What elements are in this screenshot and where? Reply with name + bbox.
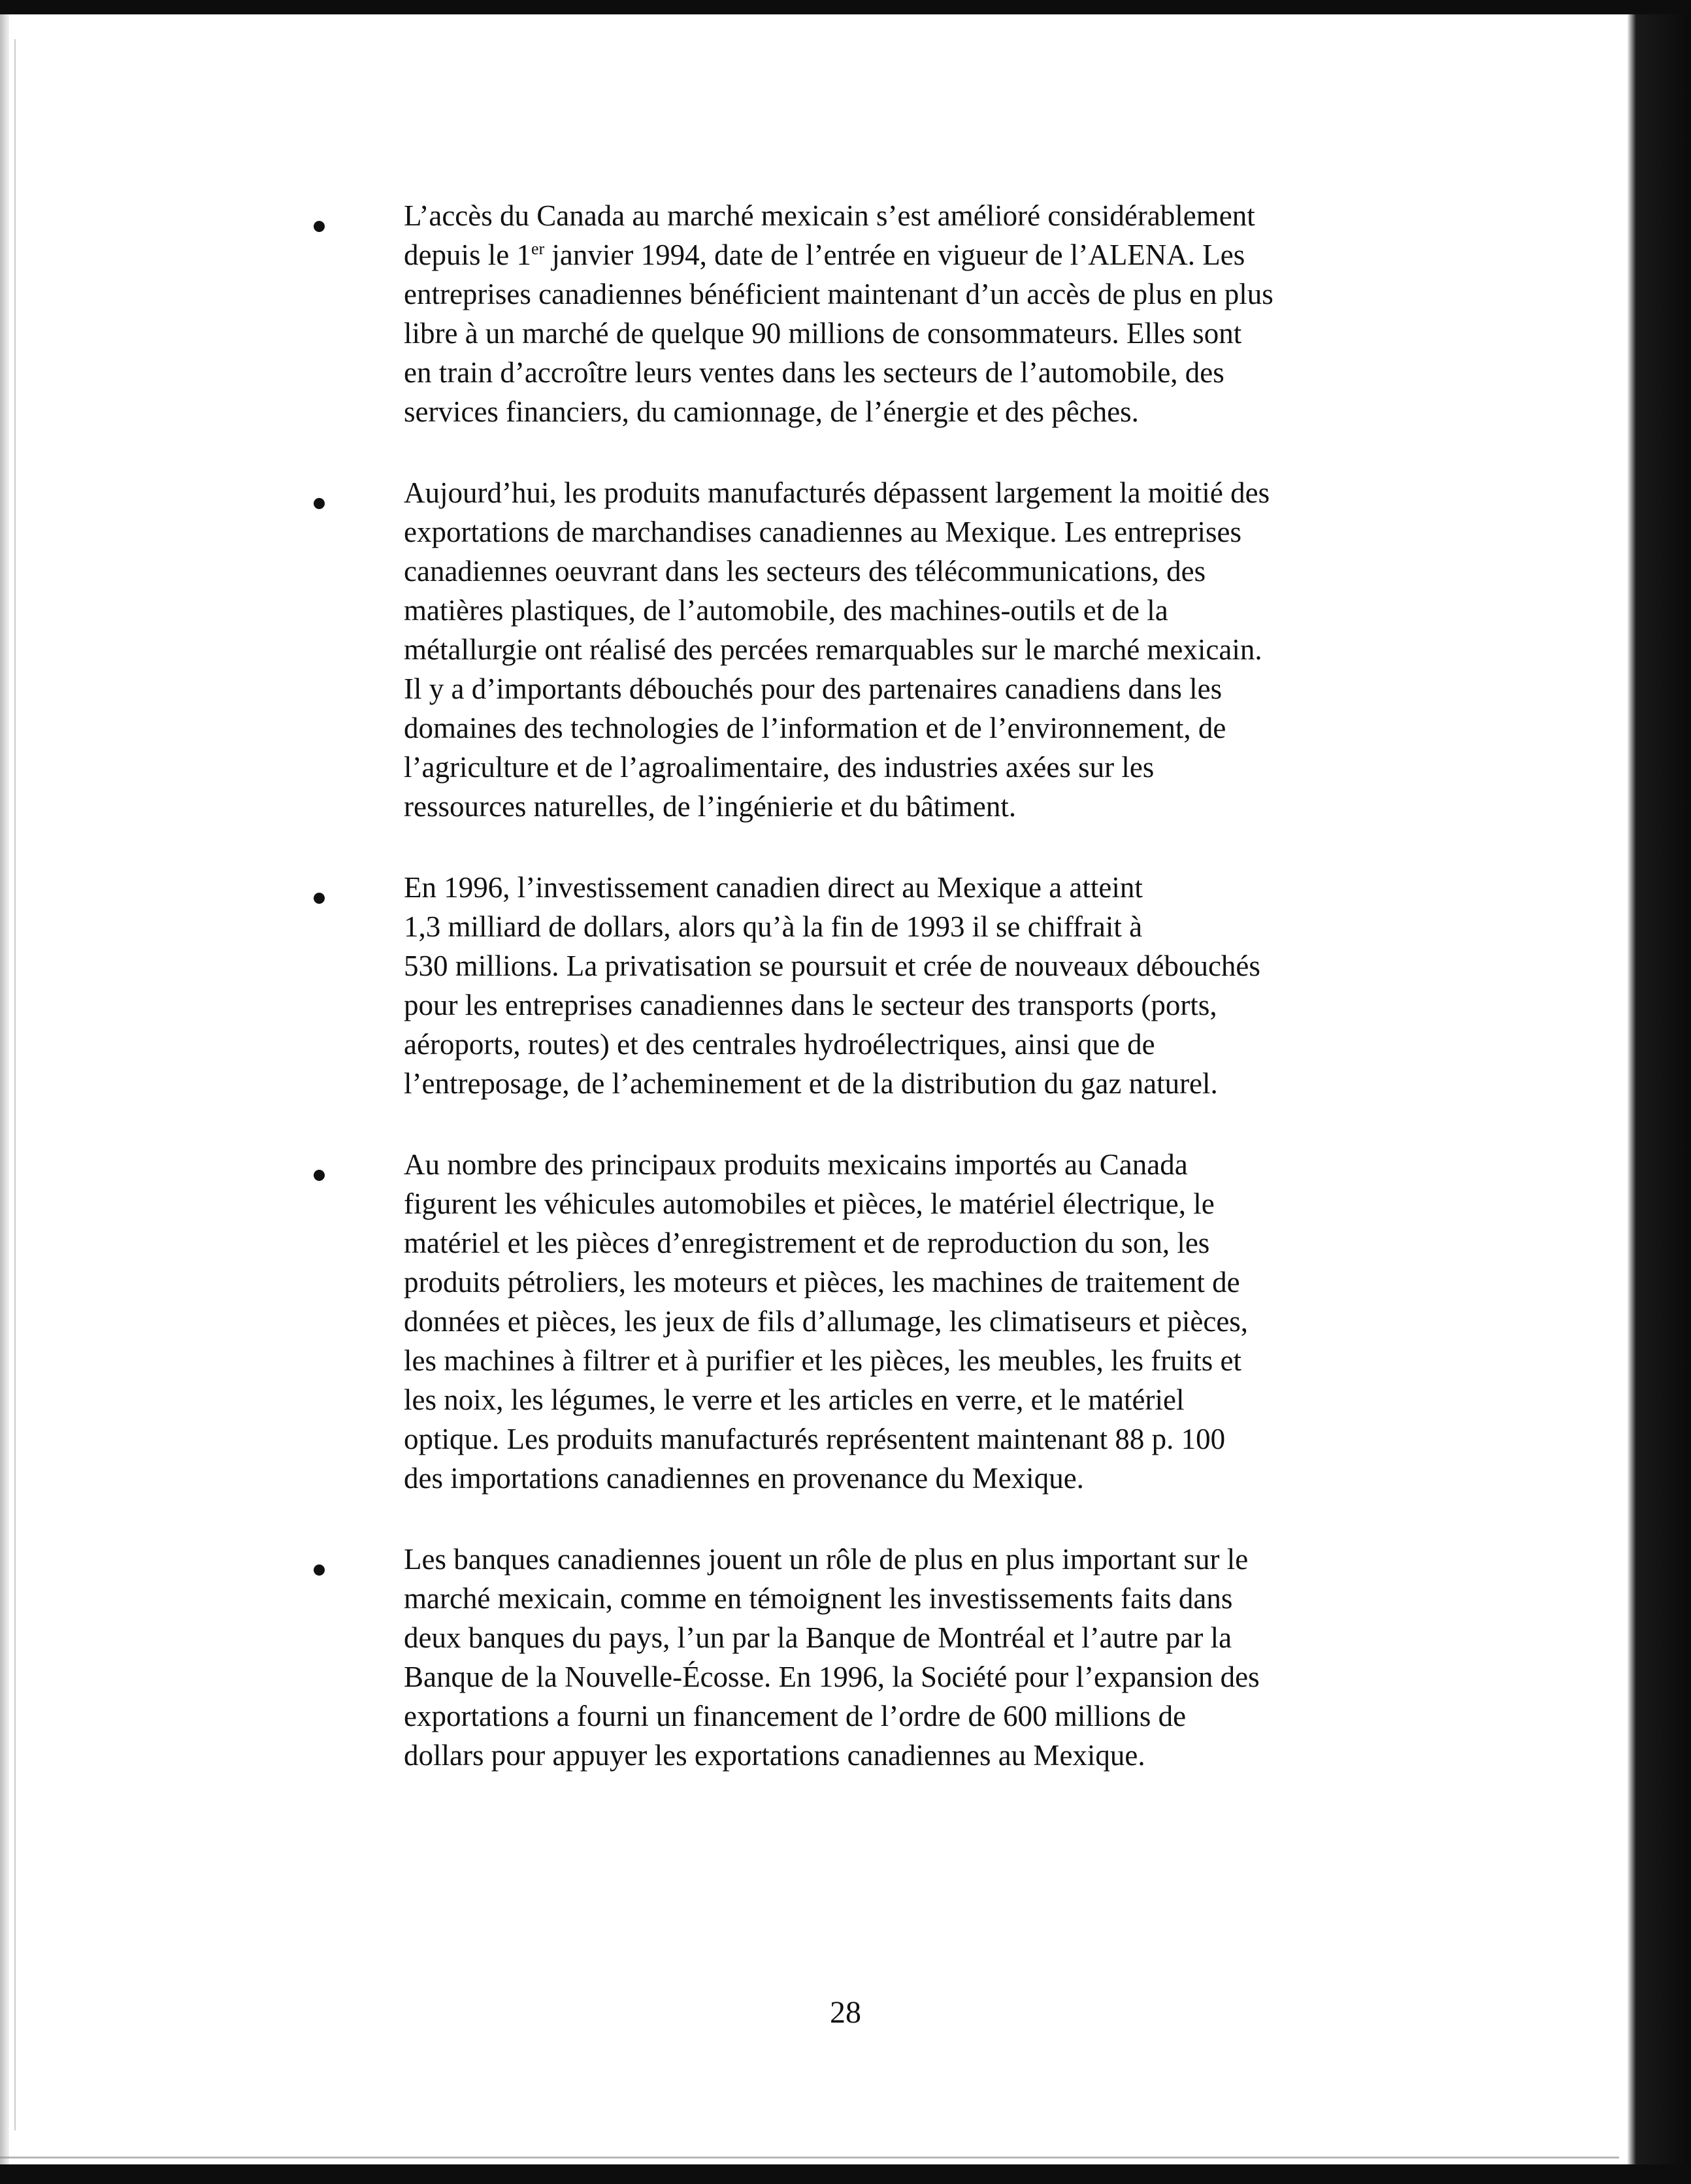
- bullet-icon: [314, 1564, 325, 1576]
- scan-border-right: [1619, 14, 1691, 2164]
- bullet-paragraph: Au nombre des principaux produits mexicains importés au Canada figurent les véhicules automobiles et pièces, le matériel électrique, le matériel et les pièces d’enregistrement et de reproduction du son, les produits pétroliers, les moteurs et pièces, les machines de traitement de données et pièces, les jeux de fils d’allumage, les climatiseurs et pièces, les machines à filtrer et à purifier et les pièces, les meubles, les fruits et les noix, les légumes, le verre et les articles en verre, et le matériel optique. Les produits manufacturés représentent maintenant 88 p. 100 des importations canadiennes en provenance du Mexique.: [404, 1148, 1249, 1495]
- scan-edge-line-bottom: [0, 2157, 1619, 2159]
- bullet-icon: [314, 893, 325, 904]
- page-number: 28: [830, 1995, 861, 2030]
- scan-border-top: [0, 0, 1691, 14]
- bullet-item: [301, 196, 1464, 431]
- bullet-paragraph: L’accès du Canada au marché mexicain s’est amélioré considérablement depuis le 1er janvier 1994, date de l’entrée en vigueur de l’ALENA. Les entreprises canadiennes bénéficient maintenant d’un accès de plus en plus libre à un marché de quelque 90 millions de consommateurs. Elles sont en train d’accroître leurs ventes dans les secteurs de l’automobile, des services financiers, du camionnage, de l’énergie et des pêches.: [404, 199, 1273, 428]
- scan-border-bottom: [0, 2164, 1691, 2184]
- bullet-paragraph: Aujourd’hui, les produits manufacturés dépassent largement la moitié des exportations de marchandises canadiennes au Mexique. Les entreprises canadiennes oeuvrant dans les secteurs des télécommunications, des matières plastiques, de l’automobile, des machines-outils et de la métallurgie ont réalisé des percées remarquables sur le marché mexicain. Il y a d’importants débouchés pour des partenaires canadiens dans les domaines des technologies de l’information et de l’environnement, de l’agriculture et de l’agroalimentaire, des industries axées sur les ressources naturelles, de l’ingénierie et du bâtiment.: [404, 476, 1270, 823]
- bullet-paragraph: Les banques canadiennes jouent un rôle de plus en plus important sur le marché mexicain, comme en témoignent les investissements faits dans deux banques du pays, l’un par la Banque de Montréal et l’autre par la Banque de la Nouvelle-Écosse. En 1996, la Société pour l’expansion des exportations a fourni un financement de l’ordre de 600 millions de dollars pour appuyer les exportations canadiennes au Mexique.: [404, 1543, 1260, 1772]
- scan-border-left: [0, 14, 9, 2164]
- bullet-item: [301, 1540, 1464, 1775]
- bullet-item: [301, 1145, 1464, 1498]
- bullet-icon: [314, 498, 325, 509]
- bullet-icon: [314, 1170, 325, 1181]
- scan-edge-line: [14, 39, 16, 2130]
- bullet-paragraph: En 1996, l’investissement canadien direct au Mexique a atteint 1,3 milliard de dollars, alors qu’à la fin de 1993 il se chiffrait à 530 millions. La privatisation se poursuit et crée de nouveaux débouchés pour les entreprises canadiennes dans le secteur des transports (ports, aéroports, routes) et des centrales hydroélectriques, ainsi que de l’entreposage, de l’acheminement et de la distribution du gaz naturel.: [404, 871, 1260, 1100]
- bullet-item: [301, 868, 1464, 1103]
- document-body: [301, 196, 1464, 1775]
- bullet-item: [301, 473, 1464, 826]
- bullet-icon: [314, 221, 325, 232]
- superscript: er: [531, 239, 545, 258]
